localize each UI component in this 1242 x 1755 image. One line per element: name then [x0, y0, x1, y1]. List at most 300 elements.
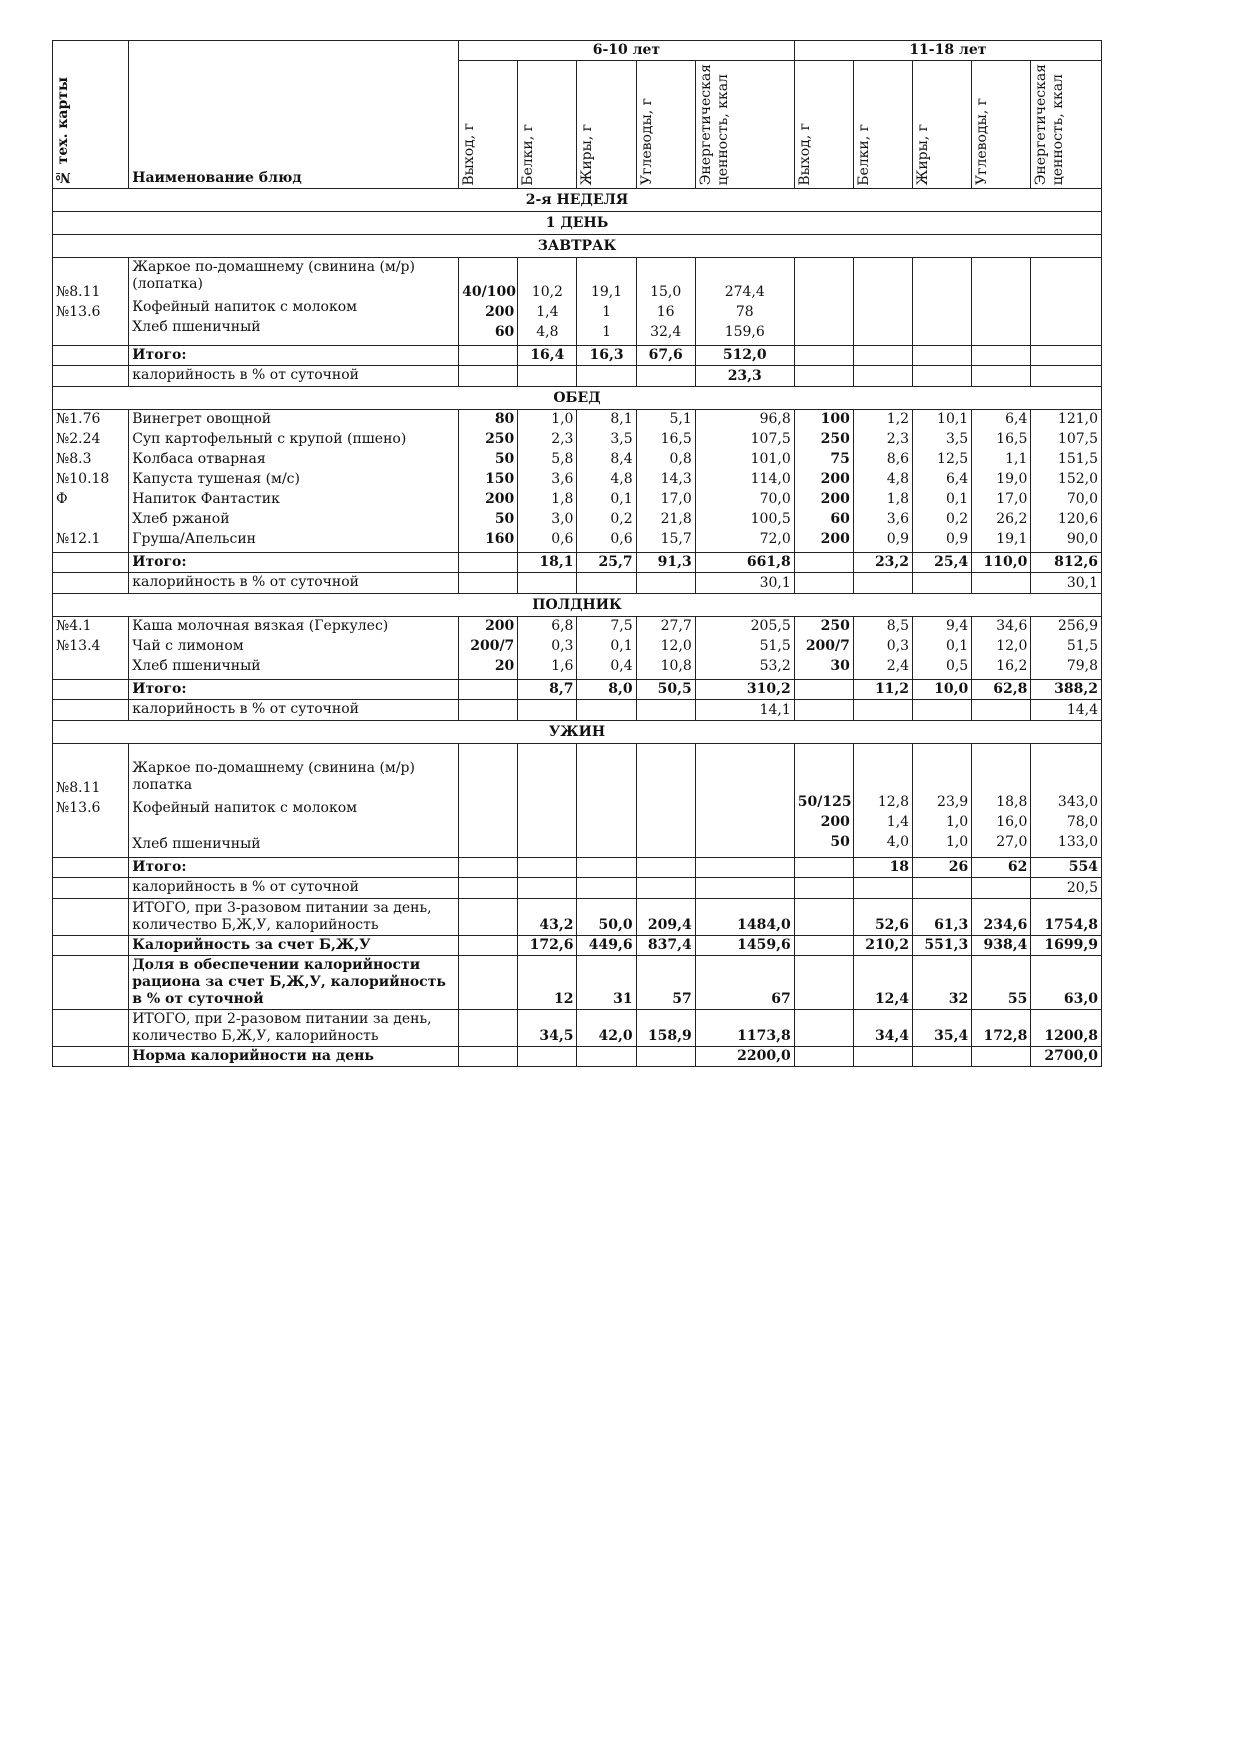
cell: 1754,8 — [1031, 899, 1102, 936]
header-energy-1: Энергетическая ценность, ккал — [695, 61, 794, 189]
breakfast-total-label: Итого: — [129, 346, 459, 366]
breakfast-items — [53, 258, 1102, 346]
cell: 61,3 — [913, 899, 972, 936]
dinner-g2-energy — [1031, 744, 1102, 858]
lunch-g1-energy — [695, 410, 794, 553]
cell-value: 27,7 — [660, 618, 692, 635]
cell-value: 2,3 — [551, 431, 574, 448]
cell-value: 1,0 — [551, 411, 574, 428]
day-title: 1 ДЕНЬ — [53, 212, 1102, 235]
cell: 25,7 — [577, 553, 636, 573]
lunch-dish: Колбаса отварная — [132, 451, 266, 468]
cell-value: 6,8 — [551, 618, 574, 635]
cell-value: 51,5 — [1066, 638, 1098, 655]
cell-value: 8,4 — [610, 451, 633, 468]
cell-value: 16,0 — [996, 814, 1028, 831]
cell-value: 200 — [820, 471, 850, 488]
cell-value: 8,6 — [886, 451, 910, 468]
lunch-pct-label: калорийность в % от суточной — [129, 573, 459, 594]
header-protein-2: Белки, г — [853, 61, 912, 189]
cell: 274,4 — [724, 284, 765, 301]
cell: 30,1 — [1031, 573, 1102, 594]
cell: 8,7 — [518, 680, 577, 700]
breakfast-dish: Кофейный напиток с молоком — [132, 299, 358, 316]
summary-norm-label: Норма калорийности на день — [129, 1047, 459, 1067]
dinner-dish: Кофейный напиток с молоком — [132, 800, 358, 817]
cell-value: 200 — [485, 491, 515, 508]
header-name: Наименование блюд — [129, 41, 459, 189]
cell-value: 1,4 — [886, 814, 910, 831]
cell: 1173,8 — [695, 1010, 794, 1047]
dinner-total-label: Итого: — [129, 858, 459, 878]
lunch-g1-carbs — [636, 410, 695, 553]
cell-value: 200 — [820, 491, 850, 508]
cell-value: 70,0 — [1066, 491, 1098, 508]
cell-value: 3,5 — [610, 431, 633, 448]
cell-value: 200 — [820, 814, 850, 831]
cell-value: 0,6 — [610, 531, 633, 548]
snack-total-row — [53, 680, 1102, 700]
cell-value: 200/7 — [470, 638, 515, 655]
week-title: 2-я НЕДЕЛЯ — [53, 189, 1102, 212]
cell: 32 — [913, 956, 972, 1010]
cell-value: 121,0 — [1057, 411, 1098, 428]
cell: 1 — [602, 304, 611, 321]
cell-value: 53,2 — [759, 658, 791, 675]
dinner-dish: Хлеб пшеничный — [132, 836, 261, 853]
cell-value: 0,1 — [945, 638, 969, 655]
cell: 19,1 — [590, 284, 623, 301]
cell-value: 19,1 — [996, 531, 1028, 548]
cell-value: 60 — [830, 511, 850, 528]
breakfast-dish: Жаркое по-домашнему (свинина (м/р) (лопатка) — [132, 259, 415, 293]
cell: 43,2 — [518, 899, 577, 936]
cell: 661,8 — [695, 553, 794, 573]
cell-value: 0,1 — [610, 491, 633, 508]
cell-value: 15,7 — [660, 531, 692, 548]
cell-value: 4,8 — [886, 471, 910, 488]
cell-value: 14,3 — [660, 471, 692, 488]
cell-value: 100 — [820, 411, 850, 428]
cell-value: 5,1 — [669, 411, 692, 428]
dinner-pct-row — [53, 878, 1102, 899]
snack-pct-label: калорийность в % от суточной — [129, 700, 459, 721]
cell: 52,6 — [853, 899, 912, 936]
cell-value: 20 — [494, 658, 515, 675]
lunch-title: ОБЕД — [53, 387, 1102, 410]
dinner-code: №8.11 — [56, 780, 101, 797]
cell-value: 4,0 — [886, 834, 910, 851]
snack-g1-energy — [695, 617, 794, 680]
summary-total2-row — [53, 1010, 1102, 1047]
header-fat-2: Жиры, г — [913, 61, 972, 189]
cell-value: 17,0 — [996, 491, 1028, 508]
cell: 57 — [636, 956, 695, 1010]
cell: 50,0 — [577, 899, 636, 936]
dinner-pct-label: калорийность в % от суточной — [129, 878, 459, 899]
cell-value: 107,5 — [750, 431, 791, 448]
cell: 8,0 — [577, 680, 636, 700]
cell-value: 12,0 — [660, 638, 692, 655]
cell: 50,5 — [636, 680, 695, 700]
header-code: № тех. карты — [53, 41, 129, 189]
cell: 512,0 — [695, 346, 794, 366]
cell-value: 256,9 — [1057, 618, 1098, 635]
summary-total3-label: ИТОГО, при 3-разовом питании за день, количество Б,Ж,У, калорийность — [129, 899, 459, 936]
cell-value: 250 — [820, 431, 850, 448]
cell-value: 3,5 — [945, 431, 969, 448]
breakfast-title: ЗАВТРАК — [53, 235, 1102, 258]
lunch-code — [56, 511, 125, 531]
cell: 40/100 — [462, 284, 516, 301]
cell-value: 0,2 — [945, 511, 969, 528]
snack-g1-protein — [518, 617, 577, 680]
cell-value: 0,2 — [610, 511, 633, 528]
lunch-code: №8.3 — [56, 451, 92, 468]
cell-value: 72,0 — [759, 531, 791, 548]
summary-share-row — [53, 956, 1102, 1010]
cell-value: 200 — [820, 531, 850, 548]
cell-value: 23,9 — [937, 794, 969, 811]
dinner-items — [53, 744, 1102, 858]
cell-value: 250 — [820, 618, 850, 635]
cell: 35,4 — [913, 1010, 972, 1047]
header-row-age — [53, 41, 1102, 61]
dinner-g2-carbs — [972, 744, 1031, 858]
cell-value: 114,0 — [750, 471, 791, 488]
cell-value: 21,8 — [660, 511, 692, 528]
cell: 554 — [1031, 858, 1102, 878]
cell-value: 120,6 — [1057, 511, 1098, 528]
cell: 42,0 — [577, 1010, 636, 1047]
cell: 20,5 — [1031, 878, 1102, 899]
cell-value: 50 — [494, 511, 515, 528]
lunch-code: №10.18 — [56, 471, 110, 488]
cell: 10,0 — [913, 680, 972, 700]
cell: 158,9 — [636, 1010, 695, 1047]
lunch-total-label: Итого: — [129, 553, 459, 573]
header-carbs-2: Углеводы, г — [972, 61, 1031, 189]
cell-value: 2,3 — [886, 431, 910, 448]
dinner-dish: Жаркое по-домашнему (свинина (м/р) лопатка — [132, 760, 415, 794]
snack-g2-protein — [853, 617, 912, 680]
lunch-g2-fat — [913, 410, 972, 553]
cell-value: 30 — [830, 658, 850, 675]
lunch-code: Ф — [56, 491, 68, 508]
cell-value: 9,4 — [945, 618, 969, 635]
lunch-dish: Капуста тушеная (м/с) — [132, 471, 300, 488]
dinner-g2-protein — [853, 744, 912, 858]
header-protein-1: Белки, г — [518, 61, 577, 189]
cell-value: 343,0 — [1057, 794, 1098, 811]
cell-value: 250 — [485, 431, 515, 448]
lunch-pct-row — [53, 573, 1102, 594]
cell-value: 1,0 — [945, 834, 969, 851]
cell-value: 10,1 — [937, 411, 969, 428]
cell-value: 1,0 — [945, 814, 969, 831]
cell: 23,3 — [695, 366, 794, 387]
cell-value: 50/125 — [797, 794, 852, 811]
cell: 2700,0 — [1031, 1047, 1102, 1067]
header-age-6-10: 6-10 лет — [459, 41, 795, 61]
cell-value: 90,0 — [1066, 531, 1098, 548]
cell-value: 16,5 — [996, 431, 1028, 448]
cell: 172,8 — [972, 1010, 1031, 1047]
header-age-11-18: 11-18 лет — [794, 41, 1101, 61]
cell-value: 27,0 — [996, 834, 1028, 851]
cell: 10,2 — [531, 284, 563, 301]
cell-value: 200/7 — [805, 638, 850, 655]
cell-value: 6,4 — [945, 471, 969, 488]
cell-value: 1,2 — [886, 411, 910, 428]
cell-value: 107,5 — [1057, 431, 1098, 448]
cell-value: 16,5 — [660, 431, 692, 448]
cell: 55 — [972, 956, 1031, 1010]
cell-value: 19,0 — [996, 471, 1028, 488]
lunch-total-row — [53, 553, 1102, 573]
cell-value: 96,8 — [759, 411, 791, 428]
cell: 62 — [972, 858, 1031, 878]
cell: 200 — [485, 304, 515, 321]
cell-value: 5,8 — [551, 451, 574, 468]
cell: 209,4 — [636, 899, 695, 936]
cell-value: 0,9 — [886, 531, 910, 548]
snack-g1-fat — [577, 617, 636, 680]
cell-value: 79,8 — [1066, 658, 1098, 675]
cell: 4,8 — [536, 324, 559, 341]
cell: 449,6 — [577, 936, 636, 956]
cell-value: 2,4 — [886, 658, 910, 675]
cell: 18,1 — [518, 553, 577, 573]
snack-title: ПОЛДНИК — [53, 594, 1102, 617]
dinner-g2-fat — [913, 744, 972, 858]
cell: 1459,6 — [695, 936, 794, 956]
cell-value: 4,8 — [610, 471, 633, 488]
cell: 234,6 — [972, 899, 1031, 936]
snack-dish: Хлеб пшеничный — [132, 658, 261, 675]
cell-value: 50 — [494, 451, 515, 468]
breakfast-total-row — [53, 346, 1102, 366]
cell-value: 205,5 — [750, 618, 791, 635]
breakfast-dish: Хлеб пшеничный — [132, 319, 261, 336]
cell: 1484,0 — [695, 899, 794, 936]
cell-value: 50 — [830, 834, 850, 851]
cell-value: 0,8 — [669, 451, 692, 468]
cell-value: 0,6 — [551, 531, 574, 548]
cell: 388,2 — [1031, 680, 1102, 700]
cell: 310,2 — [695, 680, 794, 700]
cell: 2200,0 — [695, 1047, 794, 1067]
cell: 67 — [695, 956, 794, 1010]
snack-dish: Каша молочная вязкая (Геркулес) — [132, 618, 389, 635]
cell-value: 1,1 — [1005, 451, 1028, 468]
cell-value: 12,5 — [937, 451, 969, 468]
dinner-code: №13.6 — [56, 800, 101, 817]
lunch-dish: Груша/Апельсин — [132, 531, 257, 548]
cell-value: 150 — [485, 471, 515, 488]
lunch-code: №12.1 — [56, 531, 101, 548]
cell-value: 0,5 — [945, 658, 969, 675]
cell-value: 6,4 — [1005, 411, 1028, 428]
summary-total3-row — [53, 899, 1102, 936]
cell: 159,6 — [724, 324, 765, 341]
cell-value: 12,0 — [996, 638, 1028, 655]
lunch-code: №1.76 — [56, 411, 101, 428]
cell-value: 0,4 — [610, 658, 633, 675]
cell: 1699,9 — [1031, 936, 1102, 956]
cell: 16,3 — [577, 346, 636, 366]
cell-value: 1,8 — [886, 491, 910, 508]
summary-total2-label: ИТОГО, при 2-разовом питании за день, количество Б,Ж,У, калорийность — [129, 1010, 459, 1047]
cell-value: 200 — [485, 618, 515, 635]
breakfast-pct-label: калорийность в % от суточной — [129, 366, 459, 387]
breakfast-code: №8.11 — [56, 284, 101, 301]
cell-value: 18,8 — [996, 794, 1028, 811]
cell: 91,3 — [636, 553, 695, 573]
cell-value: 3,6 — [551, 471, 574, 488]
cell-value: 10,8 — [660, 658, 692, 675]
cell-value: 16,2 — [996, 658, 1028, 675]
cell: 1,4 — [536, 304, 559, 321]
cell-value: 1,6 — [551, 658, 574, 675]
cell-value: 8,1 — [610, 411, 633, 428]
header-output-2: Выход, г — [794, 61, 853, 189]
cell: 551,3 — [913, 936, 972, 956]
cell-value: 80 — [494, 411, 515, 428]
cell-value: 101,0 — [750, 451, 791, 468]
cell: 11,2 — [853, 680, 912, 700]
cell: 12,4 — [853, 956, 912, 1010]
cell: 25,4 — [913, 553, 972, 573]
lunch-g2-carbs — [972, 410, 1031, 553]
lunch-g1-protein — [518, 410, 577, 553]
cell: 32,4 — [650, 324, 682, 341]
cell: 30,1 — [695, 573, 794, 594]
snack-total-label: Итого: — [129, 680, 459, 700]
lunch-code: №2.24 — [56, 431, 101, 448]
cell: 31 — [577, 956, 636, 1010]
cell-value: 0,1 — [945, 491, 969, 508]
lunch-dish: Винегрет овощной — [132, 411, 272, 428]
lunch-g2-protein — [853, 410, 912, 553]
cell: 16 — [656, 304, 675, 321]
header-carbs-1: Углеводы, г — [636, 61, 695, 189]
header-energy-2: Энергетическая ценность, ккал — [1031, 61, 1102, 189]
cell-value: 12,8 — [877, 794, 910, 811]
snack-g1-carbs — [636, 617, 695, 680]
cell: 67,6 — [636, 346, 695, 366]
snack-g2-carbs — [972, 617, 1031, 680]
summary-kcal-row — [53, 936, 1102, 956]
cell: 110,0 — [972, 553, 1031, 573]
cell-value: 3,0 — [551, 511, 574, 528]
snack-g2-energy — [1031, 617, 1102, 680]
cell: 938,4 — [972, 936, 1031, 956]
lunch-dish: Напиток Фантастик — [132, 491, 280, 508]
menu-table — [52, 40, 1102, 1067]
cell: 812,6 — [1031, 553, 1102, 573]
snack-code: №4.1 — [56, 618, 92, 635]
lunch-g2-output — [794, 410, 853, 553]
cell: 60 — [494, 324, 515, 341]
lunch-items — [53, 410, 1102, 553]
header-fat-1: Жиры, г — [577, 61, 636, 189]
cell-value: 51,5 — [759, 638, 791, 655]
cell: 14,4 — [1031, 700, 1102, 721]
snack-g2-output — [794, 617, 853, 680]
dinner-total-row — [53, 858, 1102, 878]
cell: 63,0 — [1031, 956, 1102, 1010]
lunch-dish: Хлеб ржаной — [132, 511, 230, 528]
cell-value: 78,0 — [1066, 814, 1098, 831]
cell: 15,0 — [650, 284, 682, 301]
cell-value: 160 — [485, 531, 515, 548]
cell: 62,8 — [972, 680, 1031, 700]
cell-value: 34,6 — [996, 618, 1028, 635]
snack-dish: Чай с лимоном — [132, 638, 244, 655]
breakfast-pct-row — [53, 366, 1102, 387]
snack-items — [53, 617, 1102, 680]
cell-value: 152,0 — [1057, 471, 1098, 488]
cell-value: 0,3 — [551, 638, 574, 655]
snack-pct-row — [53, 700, 1102, 721]
cell-value: 100,5 — [750, 511, 791, 528]
snack-code: №13.4 — [56, 638, 101, 655]
summary-kcal-label: Калорийность за счет Б,Ж,У — [129, 936, 459, 956]
cell-value: 0,9 — [945, 531, 969, 548]
cell-value: 26,2 — [996, 511, 1028, 528]
header-output-1: Выход, г — [459, 61, 518, 189]
cell: 18 — [853, 858, 912, 878]
cell: 34,5 — [518, 1010, 577, 1047]
dinner-title: УЖИН — [53, 721, 1102, 744]
cell-value: 17,0 — [660, 491, 692, 508]
cell: 34,4 — [853, 1010, 912, 1047]
cell: 16,4 — [518, 346, 577, 366]
lunch-g2-energy — [1031, 410, 1102, 553]
cell: 210,2 — [853, 936, 912, 956]
breakfast-code: №13.6 — [56, 304, 101, 321]
cell-value: 3,6 — [886, 511, 910, 528]
cell-value: 7,5 — [610, 618, 633, 635]
cell: 837,4 — [636, 936, 695, 956]
cell: 78 — [735, 304, 754, 321]
dinner-g2-output — [794, 744, 853, 858]
cell: 1200,8 — [1031, 1010, 1102, 1047]
lunch-g1-fat — [577, 410, 636, 553]
lunch-g1-output — [459, 410, 518, 553]
snack-g2-fat — [913, 617, 972, 680]
cell: 172,6 — [518, 936, 577, 956]
cell: 23,2 — [853, 553, 912, 573]
lunch-dish: Суп картофельный с крупой (пшено) — [132, 431, 407, 448]
snack-g1-output — [459, 617, 518, 680]
cell-value: 1,8 — [551, 491, 574, 508]
cell: 12 — [518, 956, 577, 1010]
cell: 14,1 — [695, 700, 794, 721]
summary-norm-row — [53, 1047, 1102, 1067]
cell: 1 — [602, 324, 611, 341]
cell-value: 70,0 — [759, 491, 791, 508]
cell-value: 8,5 — [886, 618, 910, 635]
cell-value: 75 — [830, 451, 850, 468]
cell-value: 133,0 — [1057, 834, 1098, 851]
summary-share-label: Доля в обеспечении калорийности рациона за счет Б,Ж,У, калорийность в % от суточной — [129, 956, 459, 1010]
cell-value: 0,3 — [886, 638, 910, 655]
cell-value: 151,5 — [1057, 451, 1098, 468]
cell: 26 — [913, 858, 972, 878]
cell-value: 0,1 — [610, 638, 633, 655]
